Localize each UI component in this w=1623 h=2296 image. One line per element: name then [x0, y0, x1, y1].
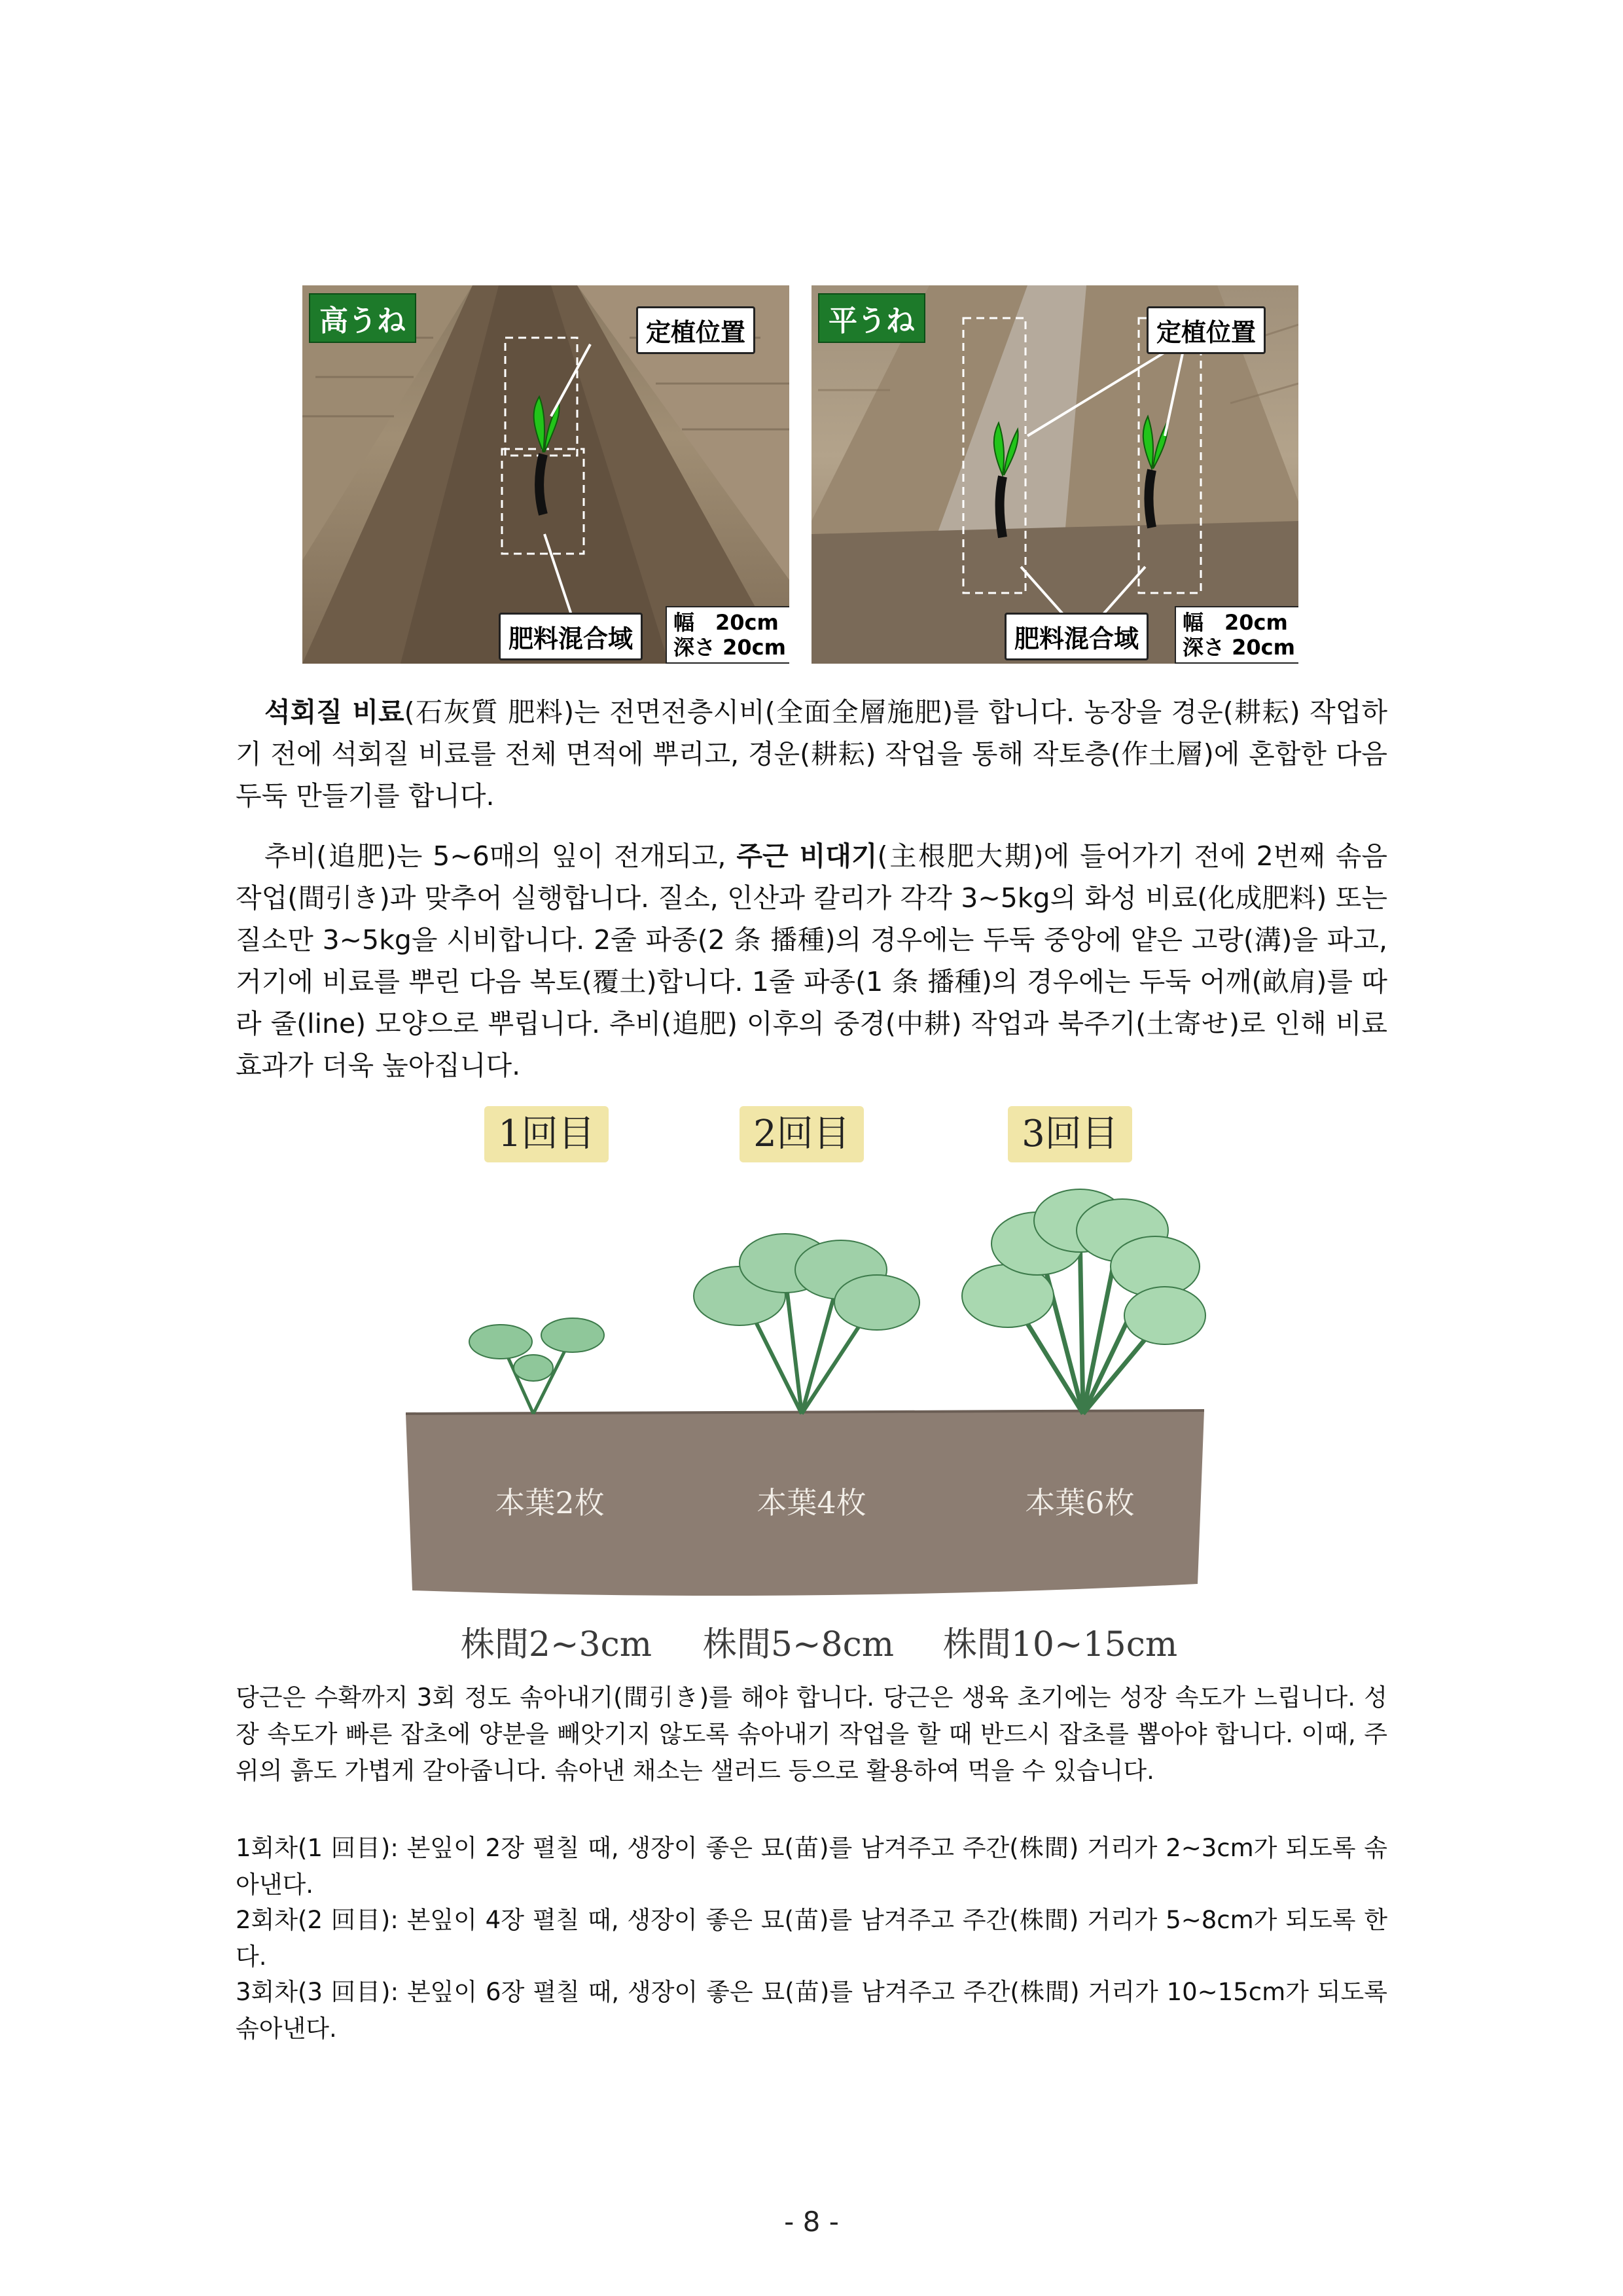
stage-2-label: 2回目 [740, 1106, 864, 1162]
planting-position-label: 定植位置 [636, 306, 755, 354]
stage-1-spacing: 株間2~3cm [460, 1625, 652, 1664]
stage-3-label: 3回目 [1008, 1106, 1132, 1162]
seedling-2-leaves-icon [469, 1318, 604, 1414]
high-ridge-title: 高うね [309, 293, 416, 343]
paragraph-lime-fertilizer [236, 691, 1387, 817]
stage-1-label: 1回目 [484, 1106, 609, 1162]
paragraph-thinning: 당근은 수확까지 3회 정도 솎아내기(間引き)를 해야 합니다. 당근은 생육 초기에는 성장 속도가 느립니다. 성장 속도가 빠른 잡초에 양분을 빼앗기지 않도록 솎아내기 작업을 할 때 반드시 잡초를 뽑아야 합니다. 이때, 주위의 흙도 가볍게 갈아줍니다. 솎아낸 채소는 샐러드 등으로 활용하여 먹을 수 있습니다. [236, 1683, 1387, 1785]
photo-flat-ridge [812, 285, 1298, 664]
stage-3-leaves: 本葉6枚 [1025, 1485, 1135, 1520]
thinning-step-3: 3회차(3 回目): 본잎이 6장 펼칠 때, 생장이 좋은 묘(苗)를 남겨주고 주간(株間) 거리가 10~15cm가 되도록 솎아낸다. [236, 1978, 1387, 2043]
photo-high-ridge [302, 285, 789, 664]
stage-2-leaves: 本葉4枚 [757, 1485, 866, 1520]
ridge-spec-label: 幅 20cm 深さ 20cm [1175, 606, 1298, 664]
seedling-6-leaves-icon [962, 1189, 1205, 1414]
paragraph-text: 추비(追肥)는 5~6매의 잎이 전개되고, [264, 840, 737, 872]
paragraph-text: (主根肥大期)에 들어가기 전에 2번째 솎음 작업(間引き)과 맞추어 실행합니다. 질소, 인산과 칼리가 각각 3~5kg의 화성 비료(化成肥料) 또는 질소만 3~5kg을 시비합니다. 2줄 파종(2 条 播種)의 경우에는 두둑 중앙에 얕은 고랑(溝)을 파고, 거기에 비료를 뿌린 다음 복토(覆土)합니다. 1줄 파종(1 条 播種)의 경우에는 두둑 어깨(畝肩)를 따라 줄(line) 모양으로 뿌립니다. 추비(追肥) 이후의 중경(中耕) 작업과 북주기(土寄せ)로 인해 비료 효과가 더욱 높아집니다. [236, 840, 1387, 1081]
thinning-step-2: 2회차(2 回目): 본잎이 4장 펼칠 때, 생장이 좋은 묘(苗)를 남겨주고 주간(株間) 거리가 5~8cm가 되도록 한다. [236, 1906, 1387, 1971]
ridge-spec-label: 幅 20cm 深さ 20cm [666, 606, 789, 664]
lime-fertilizer-term: 석회질 비료 [264, 696, 404, 728]
page-number: - 8 - [784, 2206, 839, 2238]
thinning-illustration [393, 1106, 1243, 1669]
paragraph-text: (石灰質 肥料)는 전면전층시비(全面全層施肥)를 합니다. 농장을 경운(耕耘) 작업하기 전에 석회질 비료를 전체 면적에 뿌리고, 경운(耕耘) 작업을 통해 작토층(作土層)에 혼합한 다음 두둑 만들기를 합니다. [236, 696, 1387, 812]
paragraph-top-dressing [236, 835, 1387, 1086]
thinning-step-1: 1회차(1 回目): 본잎이 2장 펼칠 때, 생장이 좋은 묘(苗)를 남겨주고 주간(株間) 거리가 2~3cm가 되도록 솎아낸다. [236, 1834, 1387, 1899]
seedling-4-leaves-icon [694, 1234, 919, 1414]
planting-position-label: 定植位置 [1147, 306, 1266, 354]
plants-and-soil [393, 1106, 1243, 1669]
stage-1-leaves: 本葉2枚 [495, 1485, 605, 1520]
root-enlargement-term: 주근 비대기 [736, 840, 878, 872]
stage-3-spacing: 株間10~15cm [942, 1625, 1178, 1664]
stage-2-spacing: 株間5~8cm [702, 1625, 895, 1664]
flat-ridge-title: 平うね [818, 293, 925, 343]
fertilizer-zone-label: 肥料混合域 [499, 613, 643, 660]
fertilizer-zone-label: 肥料混合域 [1005, 613, 1149, 660]
